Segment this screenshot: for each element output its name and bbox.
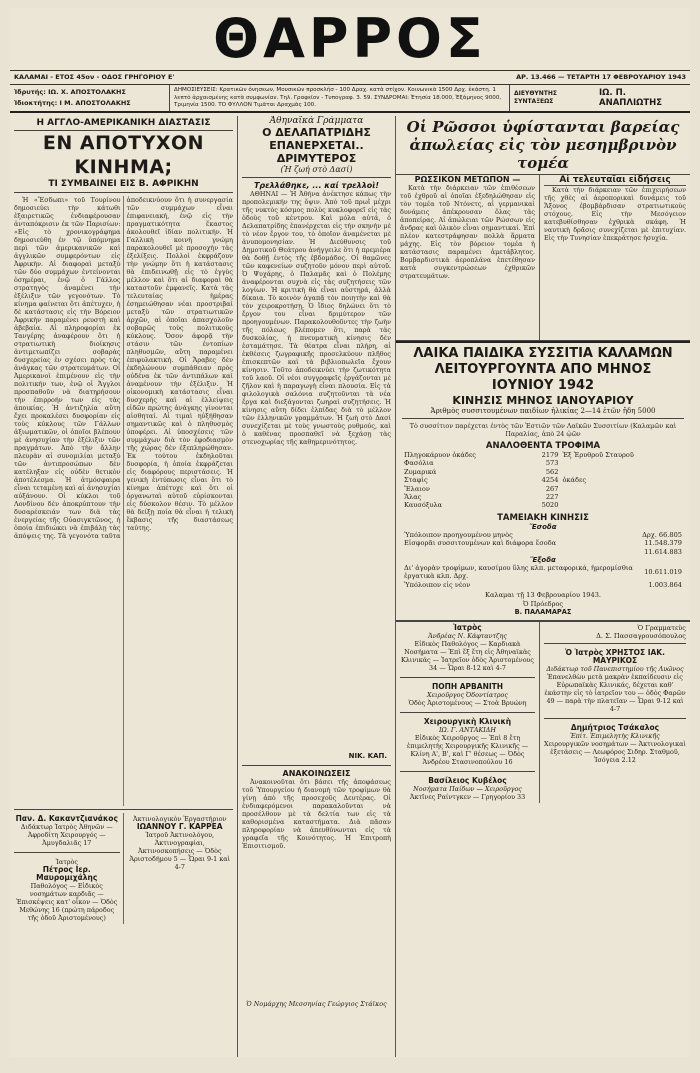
card-head: Βασίλειος Κυβέλος (428, 775, 507, 785)
ad-text: Διδάκτωρ Ἰατρὸς Ἀθηνῶν — Ἀφροδίτη Χειρουργός — Ἀμυγδαλιᾶς 17 (20, 823, 113, 847)
card-name: ΙΩ. Γ. ΑΝΤΑΚΙΔΗ (439, 725, 496, 734)
column-2 (238, 116, 396, 1057)
row-value: 562 (545, 467, 559, 476)
row-label: Δι' ἀγορὰν τροφίμων, καυσίμου ὕλης κλπ. μεταφορικά, ἡμερομίσθια ἐργατικὰ κλπ. Δρχ. (404, 564, 633, 581)
table-row (402, 468, 684, 476)
table-row (402, 476, 684, 484)
row-value: Δρχ. 66.805 (642, 530, 682, 539)
row-value: 267 (545, 484, 559, 493)
row-value: 10.611.019 (644, 568, 682, 577)
article-body: Ἡ «Ἔσδωπι» τοῦ Τουρίνου δημοσιεύει τὴν κάτωθι ἐξαιρετικῶς ἐνδιαφέρουσαν ἀνταπόκρισιν ἐκ τῶν Παρισίων: «Εἰς τὸ χρονικογράφημα δημοσιεύθη ἐν τῷ ὑπόμνημα περὶ τῶν ἀμερικανικῶν καὶ ἀγγλικῶν συμφερόντων εἰς Ἀφρικὴν. Αἱ διαφοραὶ μεταξὺ τῶν δύο συμμάχων ἐντείνονται ὁσημέραι, ἐνῷ ὁ Γάλλος στρατηγὸς ἀναμένει τὴν ἐξέλιξιν τῶν γεγονότων. Τὸ κίνημα φαίνεται ὅτι ἀπέτυχεν, ἡ δὲ κατάστασις εἰς τὴν Βόρειον Ἀφρικὴν παραμένει ρευστὴ καὶ ἀβεβαία. Αἱ πληροφορίαι ἐκ Τανγέρης ἀναφέρουν ὅτι ἡ στρατιωτικὴ διοίκησις ἀντιμετωπίζει σοβαρὰς δυσχερείας ἐν σχέσει πρὸς τὰς ἀνάγκας τῶν στρατευμάτων. Οἱ Ἀμερικανοὶ ἐπιμένουν εἰς τὴν πολιτικήν των, ἐνῷ οἱ Ἄγγλοι προσπαθοῦν νὰ διατηρήσουν τὴν ἐπιρροήν των εἰς τὰς ἀποικίας. Ἡ ἀντιζηλία αὕτη ἔχει προκαλέσει δυσφορίαν εἰς τοὺς κύκλους τῶν Γάλλων ἀξιωματικῶν, οἱ ὁποῖοι βλέπουν μὲ ἀνησυχίαν τὴν ἐξέλιξιν τῶν πραγμάτων. Ἀπὸ τὴν ἄλλην πλευρὰν αἱ συνομιλίαι μεταξὺ τῶν ἀντιπροσώπων δὲν κατέληξαν εἰς οὐδὲν θετικὸν ἀποτέλεσμα. Ἡ ἀτμόσφαιρα εἶναι τεταμένη καὶ αἱ ἀνησυχίαι αὐξάνουν. Οἱ κύκλοι τοῦ Λονδίνου δὲν ἀποκρύπτουν τὴν δυσαρέσκειάν των διὰ τὰς ἐνεργείας τῆς Οὐασιγκτῶνος, ἡ ὁποία ἐπιδιώκει νὰ ἐπιβάλῃ τὰς ἀπόψεις της. Τὰ γεγονότα ταῦτα ἀποδεικνύουν ὅτι ἡ συνεργασία τῶν συμμάχων εἶναι ἐπιφανειακή, ἐνῷ εἰς τὴν πραγματικότητα ἕκαστος ἀκολουθεῖ ἰδίαν πολιτικήν. Ἡ Γαλλικὴ κοινὴ γνώμη παρακολουθεῖ μὲ προσοχὴν τὰς ἐξελίξεις. Πολλοὶ ἐκφράζουν τὴν γνώμην ὅτι ἡ κατάστασις θὰ ἐπιδεινωθῇ εἰς τὸ ἐγγὺς μέλλον καὶ ὅτι αἱ διαφοραὶ θὰ καταστοῦν ἐμφανεῖς. Κατὰ τὰς τελευταίας ἡμέρας ἐσημειώθησαν νέαι προστριβαὶ μεταξὺ τῶν στρατιωτικῶν ἀρχῶν, αἱ ὁποῖαι ἀπασχολοῦν σοβαρῶς τοὺς πολιτικοὺς κύκλους. Ὅσον ἀφορᾷ τὴν στάσιν τῶν ἐντοπίων πληθυσμῶν, αὕτη παραμένει ἐπιφυλακτική. Οἱ Ἄραβες δὲν ἐκδηλώνουν συμπάθειαν πρὸς οὐδένα ἐκ τῶν ἀντιπάλων καὶ ἀναμένουν τὴν ἐξέλιξιν. Ἡ οἰκονομικὴ κατάστασις εἶναι δυσχερὴς καὶ αἱ ἐλλείψεις εἰδῶν πρώτης ἀνάγκης γίνονται αἰσθηταί. Αἱ τιμαὶ ηὐξήθησαν σημαντικῶς καὶ ὁ πληθυσμὸς ὑποφέρει. Αἱ ὑποσχέσεις τῶν συμμάχων διὰ τὸν ἐφοδιασμὸν τῆς χώρας δὲν ἐξεπληρώθησαν. Ἐκ τούτου ἐκδηλοῦται δυσφορία, ἡ ὁποία ἐκφράζεται εἰς διαφόρους περιστάσεις. Ἡ γενικὴ ἐντύπωσις εἶναι ὅτι τὸ κίνημα ἀπέτυχε καὶ ὅτι οἱ ὀργανωταὶ αὐτοῦ εὑρίσκονται εἰς δύσκολον θέσιν. Τὸ μέλλον θὰ δείξῃ ποία θὰ εἶναι ἡ τελικὴ ἔκβασις τῆς διαστάσεως ταύτης. (14, 196, 233, 540)
row-label: Εἰσφορᾶι συσσιτουμένων καὶ διάφορα ἔσοδα (404, 539, 557, 548)
ad-title: Πέτρος Ιερ. Μαυρομιχάλης (36, 865, 98, 882)
section-head: Ἀθηναϊκὰ Γράμματα (269, 116, 364, 126)
notices-signature: Ὁ Νομάρχης Μεσσηνίας Γεώργιος Στάϊκος (246, 1000, 387, 1008)
director-cell (510, 85, 690, 111)
row-extra (560, 459, 684, 467)
ad-title: Παν. Δ. Κακαντζιανάκος (15, 814, 118, 823)
classifieds (396, 621, 690, 803)
row-extra (560, 468, 684, 476)
secretary-name: Δ. Σ. Πασσαγρουσόπουλος (596, 631, 686, 640)
card-text: Ἐπανελθὼν μετὰ μακρὰν ἐκπαίδευσιν εἰς Εὐρωπαϊκὰς Κλινικάς, δέχεται καθ' ἑκάστην εἰς τὸ ἰατρεῖον του — ὁδὸς Φαρῶν 49 — παρὰ τὴν πλατεῖαν — Ὧραι 9-12 καὶ 4-7 (544, 673, 686, 714)
row-extra: Ἐξ Ἐρυθροῦ Σταυροῦ (562, 451, 634, 459)
newspaper-title: ΘΑΡΡΟΣ (213, 8, 487, 70)
main-subhead: ΤΙ ΣΥΜΒΑΙΝΕΙ ΕΙΣ Β. ΑΦΡΙΚΗΝ (48, 179, 199, 189)
ad-text: Ἰατροῦ Ἀκτινολόγου, Ἀκτινογραφίαι, Ἀκτινοσκοπήσεις — Ὁδὸς Ἀριστοδήμου 5 — Ὧραι 9-1 καὶ 4-7 (129, 831, 231, 871)
row-value: 5020 (541, 501, 559, 510)
row-label: Ὑπόλοιπον προηγουμένου μηνὸς (404, 530, 513, 539)
row-label (402, 548, 622, 556)
row-value: 2179 (541, 451, 559, 459)
table-row (402, 485, 684, 493)
director-name: ΙΩ. Π. ΑΝΑΠΛΙΩΤΗΣ (599, 88, 663, 108)
table-row (402, 581, 684, 589)
latest-news (540, 175, 690, 340)
masthead (10, 8, 690, 70)
table-row (402, 451, 684, 459)
food-table-title: ΑΝΑΛΟΘΕΝΤΑ ΤΡΟΦΙΜΑ (485, 441, 601, 451)
founders-cell (10, 85, 170, 111)
row-value: 11.614.883 (644, 547, 682, 556)
russian-front (396, 175, 540, 340)
classified-card (400, 622, 535, 674)
row-extra (560, 493, 684, 501)
table-row (402, 548, 684, 556)
notices-body: Ἀνακοινοῦται ὅτι βάσει τῆς ἀποφάσεως τοῦ Ὑπουργείου ἡ διανομὴ τῶν τροφίμων θὰ γίνῃ ἀπὸ τῆς προσεχοῦς Δευτέρας. Οἱ ἐνδιαφερόμενοι παρακαλοῦνται νὰ προσέλθουν μὲ τὰ δελτία των εἰς τὰ καθορισμένα καταστήματα. Διὰ πᾶσαν πληροφορίαν νὰ ἀπευθύνωνται εἰς τὰ γραφεῖα τῆς Κοινότητος. Ἡ Ἐπιτροπὴ Ἐπισιτισμοῦ. (242, 778, 391, 850)
classified-card (400, 775, 535, 803)
row-extra (560, 501, 684, 509)
russian-front-body: Κατὰ τὴν διάρκειαν τῶν ἐπιθέσεων τοῦ ἐχθροῦ αἱ ὁποῖαι ἐξεδηλώθησαν εἰς τὸν τομέα τοῦ Ντόνετς, αἱ γερμανικαὶ δυνάμεις ἀπέκρουσαν ὅλας τὰς ἀποπείρας. Αἱ ἀπώλειαι τῶν Ρώσσων εἰς ἄνδρας καὶ ὑλικὸν εἶναι σημαντικαί. Ἐπὶ πλέον κατεστράφησαν πολλὰ ἅρματα μάχης. Εἰς τὸν βόρειον τομέα ἡ κατάστασις παραμένει ἀμετάβλητος. Βομβαρδιστικὰ ἀεροπλάνα ἐπετέθησαν κατὰ συγκεντρώσεων ἐχθρικῶν στρατευμάτων. (400, 184, 535, 280)
row-extra: ὀκάδες (562, 476, 587, 485)
secretary-role: Ὁ Γραμματεὺς (637, 623, 686, 632)
ad-card (127, 813, 234, 873)
table-row (402, 539, 684, 547)
owner: Ἰδιοκτήτης: Ι Μ. ΑΠΟΣΤΟΛΑΚΗΣ (14, 99, 131, 107)
latest-news-head: Αἱ τελευταῖαι εἰδήσεις (544, 175, 686, 186)
row-label: Ἔλαιον (404, 484, 430, 493)
newspaper-page (10, 8, 690, 1057)
classifieds-right (540, 622, 690, 803)
table-row (402, 493, 684, 501)
card-name: Νοσήματα Παίδων — Χειροῦργος (413, 784, 522, 793)
classified-card (400, 681, 535, 709)
row-label: Σταφὶς (404, 476, 428, 485)
card-head: Χειρουργικὴ Κλινικὴ (423, 716, 512, 726)
expense-head: Ἔξοδα (530, 556, 556, 565)
classified-card (544, 647, 686, 715)
notice-title: ΛΑΙΚΑ ΠΑΙΔΙΚΑ ΣΥΣΣΙΤΙΑ ΚΑΛΑΜΩΝ ΛΕΙΤΟΥΡΓΟΥΝΤΑ ΑΠΟ ΜΗΝΟΣ ΙΟΥΝΙΟΥ 1942 (413, 346, 673, 393)
card-name: Διδάκτωρ τοῦ Πανεπιστημίου τῆς Λυῶνος (546, 665, 684, 674)
card-head: Ἰατρὸς (453, 622, 482, 632)
notice-signature (402, 591, 684, 616)
signer-name: Β. ΠΑΛΑΜΑΡΑΣ (514, 608, 572, 617)
info-bar (10, 85, 690, 113)
notice-subtitle: ΚΙΝΗΣΙΣ ΜΗΝΟΣ ΙΑΝΟΥΑΡΙΟΥ (452, 394, 634, 407)
column-1 (10, 116, 238, 1057)
table-row (402, 564, 684, 581)
latest-news-body: Κατὰ τὴν διάρκειαν τῶν ἐπιχειρήσεων τῆς χθὲς αἱ ἀεροπορικαὶ δυνάμεις τοῦ Ἄξονος ἐβομβάρδισαν στρατιωτικοὺς στόχους. Εἰς τὴν Μεσόγειον κατεβυθίσθησαν ἐχθρικὰ σκάφη. Ἡ ναυτικὴ δρᾶσις συνεχίζεται μὲ ἐπιτυχίαν. Εἰς τὴν Τυνησίαν ἐπεκράτησε ἡσυχία. (544, 186, 686, 242)
row-label: Ὑπόλοιπον εἰς νέον (404, 580, 471, 589)
column-3 (396, 116, 690, 1057)
row-value: 11.548.379 (644, 539, 682, 548)
soup-kitchen-notice (396, 341, 690, 621)
ad-title: ΙΩΑΝΝΟΥ Γ. ΚΑΡΡΕΑ (136, 822, 223, 831)
main-headline: ΕΝ ΑΠΟΤΥΧΟΝ ΚΙΝΗΜΑ; (42, 132, 205, 178)
signer-role: Ὁ Πρόεδρος (522, 599, 564, 608)
row-label: Φασόλια (404, 459, 434, 468)
row-label: Ἅλας (404, 493, 422, 502)
classifieds-left (396, 622, 540, 803)
classified-card (544, 722, 686, 766)
income-head: Ἔσοδα (529, 522, 557, 531)
row-extra (560, 485, 684, 493)
cash-table-title: ΤΑΜΕΙΑΚΗ ΚΙΝΗΣΙΣ (497, 512, 589, 523)
ad-head: Ἰατρὸς (55, 858, 78, 866)
card-name: Ἐπίτ. Ἐπιμελητὴς Κλινικῆς (570, 732, 660, 741)
expense-table (402, 564, 684, 589)
notice-note: Ἀριθμὸς συσσιτουμένων παιδίων ἡλικίας 2—14 ἐτῶν ἤδη 5000 (430, 407, 656, 415)
dateline-right: ΑΡ. 13.466 — ΤΕΤΑΡΤΗ 17 ΦΕΒΡΟΥΑΡΙΟΥ 1943 (516, 73, 686, 81)
table-row (402, 459, 684, 467)
row-label: Ζυμαρικά (404, 467, 437, 476)
income-table (402, 531, 684, 556)
article-lead: Τρελλάθηκε, ... καί τρελλοὶ! (253, 181, 380, 190)
section-head: Η ΑΓΓΛΟ-ΑΜΕΡΙΚΑΝΙΚΗ ΔΙΑΣΤΑΣΙΣ (14, 116, 233, 131)
row-value: 573 (545, 459, 559, 468)
director-label: ΔΙΕΥΘΥΝΤΗΣ ΣΥΝΤΑΞΕΩΣ (514, 90, 557, 105)
card-text: Χειρουργικῶν νοσημάτων — Ἀκτινολογικαὶ ἐξετάσεις — Λεωφόρος Σιδηρ. Σταθμοῦ, Ἰσόγεια 2.12 (544, 740, 686, 765)
row-value: 1.003.864 (648, 580, 682, 589)
byline: ΝΙΚ. ΚΑΠ. (348, 752, 387, 760)
table-row (402, 531, 684, 539)
article-subhead: (Ἡ ζωή στὸ Δασί) (280, 165, 353, 174)
card-head: Δημήτριος Τσάκαλος (570, 723, 660, 733)
card-text: Εἰδικὸς Παθολόγος — Καρδιακὰ Νοσήματα — Ἐπὶ ἔξ ἔτη εἰς Ἀθηναϊκὰς Κλινικάς — Ἰατρεῖον ὁδὸς Ἀριστομένους 34 — Ὧραι 8-12 καὶ 4-7 (400, 639, 535, 672)
ad-head: Ἀκτινολογικὸν Ἐργαστήριον (133, 815, 227, 823)
ad-text: Παθολόγος — Εἰδικὸς νοσημάτων καρδιᾶς — Ἐπισκέψεις κατ' οἶκον — Ὁδὸς Μεθώνης 16 (πρώτη πάροδος τῆς ὁδοῦ Ἀριστομένους) (16, 882, 118, 922)
dateline (10, 70, 690, 85)
card-head: ΠΟΠΗ ΑΡΒΑΝΙΤΗ (431, 681, 504, 691)
secretary-signature (544, 624, 686, 641)
card-name: Ἀνδρέας Ν. Κάφταντζης (428, 631, 507, 640)
notice-intro: Τὸ συσσίτιον παρέχεται ἐντὸς τῶν Ἑστιῶν τῶν Λαϊκῶν Συσσιτίων (Καλαμῶν καὶ Παραλίας, ἀπὸ 24 ᾠῶν (409, 422, 677, 438)
card-text: Ἀκτῖνες Ραίντγκεν — Γρηγορίου 33 (409, 792, 526, 801)
classified-card (400, 716, 535, 768)
notices-head: ΑΝΑΚΟΙΝΩΣΕΙΣ (282, 769, 351, 778)
article-body: ΑΘΗΝΑΙ — Ἡ Ἀθήνα ἀνέκτησε κάπως τὴν προπολεμικήν της ὄψιν. Ἀπὸ τοῦ πρωῒ μέχρι τῆς νυκτὸς κόσμος πολὺς κυκλοφορεῖ εἰς τὰς ὁδοὺς τοῦ κέντρου. Καὶ μόλα αὐτά, ὁ Δελαπατρίδης ἐπανέρχεται εἰς τὴν σκηνὴν μὲ τὸ νέον ἔργον του, τὸ ὁποῖον ἀναμένεται μὲ ἀνυπομονησίαν. Ἡ Διεύθυνσις τοῦ Δημοτικοῦ Θεάτρου ἀνήγγειλε ὅτι ἡ πρεμιέρα θὰ δοθῇ ἐντὸς τῆς ἑβδομάδος. Οἱ θαμῶνες τῶν καφενείων συζητοῦν μόνον περὶ αὐτοῦ. Ὁ Ψυχάρης, ὁ Παλαμᾶς καὶ ὁ Πολέμης ἀναφέρονται συχνὰ εἰς τὰς συζητήσεις τῶν λογίων. Ἡ κριτικὴ θὰ εἶναι αὐστηρά, ἀλλὰ δίκαια. Τὸ κοινὸν ἀγαπᾷ τὸν ποιητὴν καὶ θὰ τὸν χειροκροτήσῃ. Ὁ ἴδιος δηλώνει ὅτι τὸ ἔργον του εἶναι δριμύτερον τῶν προηγουμένων. Παρακολουθοῦντες τὴν ζωὴν τῆς πόλεως βλέπομεν ὅτι, παρὰ τὰς δυσκολίας, ἡ πνευματικὴ κίνησις δὲν ἐσταμάτησε. Τὰ θέατρα εἶναι πλήρη, αἱ ἐκθέσεις ζωγραφικῆς προσελκύουν πλῆθος ἐπισκεπτῶν καὶ τὰ βιβλιοπωλεῖα ἔχουν κίνησιν. Τοῦτο ἀποδεικνύει τὴν ζωτικότητα τοῦ λαοῦ. Οἱ νέοι συγγραφεῖς ἐργάζονται μὲ ζῆλον καὶ ἡ παραγωγὴ εἶναι πλουσία. Εἰς τὰ φιλολογικὰ σαλόνια συζητοῦνται τὰ νέα ἔργα καὶ διεξάγονται ζωηραὶ συζητήσεις. Ἡ κίνησις αὕτη δίδει ἐλπίδας διὰ τὸ μέλλον τῶν ἑλληνικῶν γραμμάτων. Ἡ ζωὴ στὸ Δασί συνεχίζεται μὲ τοὺς γνωστοὺς ρυθμούς, καὶ ὁ καθένας προσπαθεῖ νὰ ξεχάσῃ τὰς στενοχωρίας τῆς καθημερινότητος. (242, 190, 391, 446)
article-headline: Ο ΔΕΛΑΠΑΤΡΙΔΗΣ ΕΠΑΝΕΡΧΕΤΑΙ.. ΔΡΙΜΥΤΕΡΟΣ (262, 126, 371, 165)
ads-rates-cell: ΔΗΜΟΣΙΕΥΣΕΙΣ: Κρατικῶν ὀνησεων, Μουσικῶν προσκλήσ - 100 Δραχ. κατὰ στίχον. Κοινωνικὰ 1500 Δρχ. ἐκάστη. 1 λεπτὸ ἀρχαισμένης κατὰ συμφωνίαν. Τηλ. Γραφεῖον - Τυπογραφ. 3. 59. ΣΥΝΔΡΟΜΑΙ: Ἐτησία 18.000, Ἑξάμηνος 9000, Τριμηνία 1500. ΤΟ ΦΥΛΛΟΝ Τιμᾶται Δραχμὰς 100. (170, 85, 510, 111)
place-date: Καλαμαι τῇ 13 Φεβρουαρίου 1943. (485, 591, 601, 600)
row-label: Πληγοκάρυον ὀκάδες (404, 451, 476, 459)
dateline-left: ΚΑΛΑΜΑΙ - ΕΤΟΣ 45ον - ΟΔΟΣ ΓΡΗΓΟΡΙΟΥ Ε' (14, 73, 175, 81)
columns (10, 116, 690, 1057)
row-label: Καυσόξυλα (404, 501, 443, 510)
card-name: Χειροῦργος Ὀδοντίατρος (427, 690, 508, 699)
ad-card (14, 856, 120, 924)
food-table (402, 451, 684, 510)
card-text: Εἰδικὸς Χειροῦργος — Ἐπὶ 8 ἔτη ἐπιμελητὴς Χειρουργικῆς Κλινικῆς — Κλίνη Α', Β', καὶ Γ' θέσεως — Ὁδὸς Ἀνδρέου Στασινοπούλου 16 (406, 733, 529, 766)
founder: Ἰδρυτής: ΙΩ. Χ. ΑΠΟΣΤΟΛΑΚΗΣ (14, 88, 126, 96)
ad-card (14, 813, 120, 849)
russian-front-head: ΡΩΣΣΙΚΟΝ ΜΕΤΩΠΟΝ — (414, 175, 521, 184)
table-row (402, 501, 684, 509)
card-head: Ὁ Ἰατρὸς ΧΡΗΣΤΟΣ ΙΑΚ. ΜΑΥΡΙΚΟΣ (565, 648, 665, 666)
row-value: 227 (545, 493, 559, 502)
card-text: Ὁδὸς Ἀριστομένους — Στοὰ Βρυώνη (408, 698, 527, 707)
war-headline: Οἱ Ρῶσσοι ὑφίστανται βαρείας ἀπωλείας εἰς τὸν μεσημβρινὸν τομέα (396, 116, 690, 175)
row-value: 4254 (541, 476, 559, 485)
